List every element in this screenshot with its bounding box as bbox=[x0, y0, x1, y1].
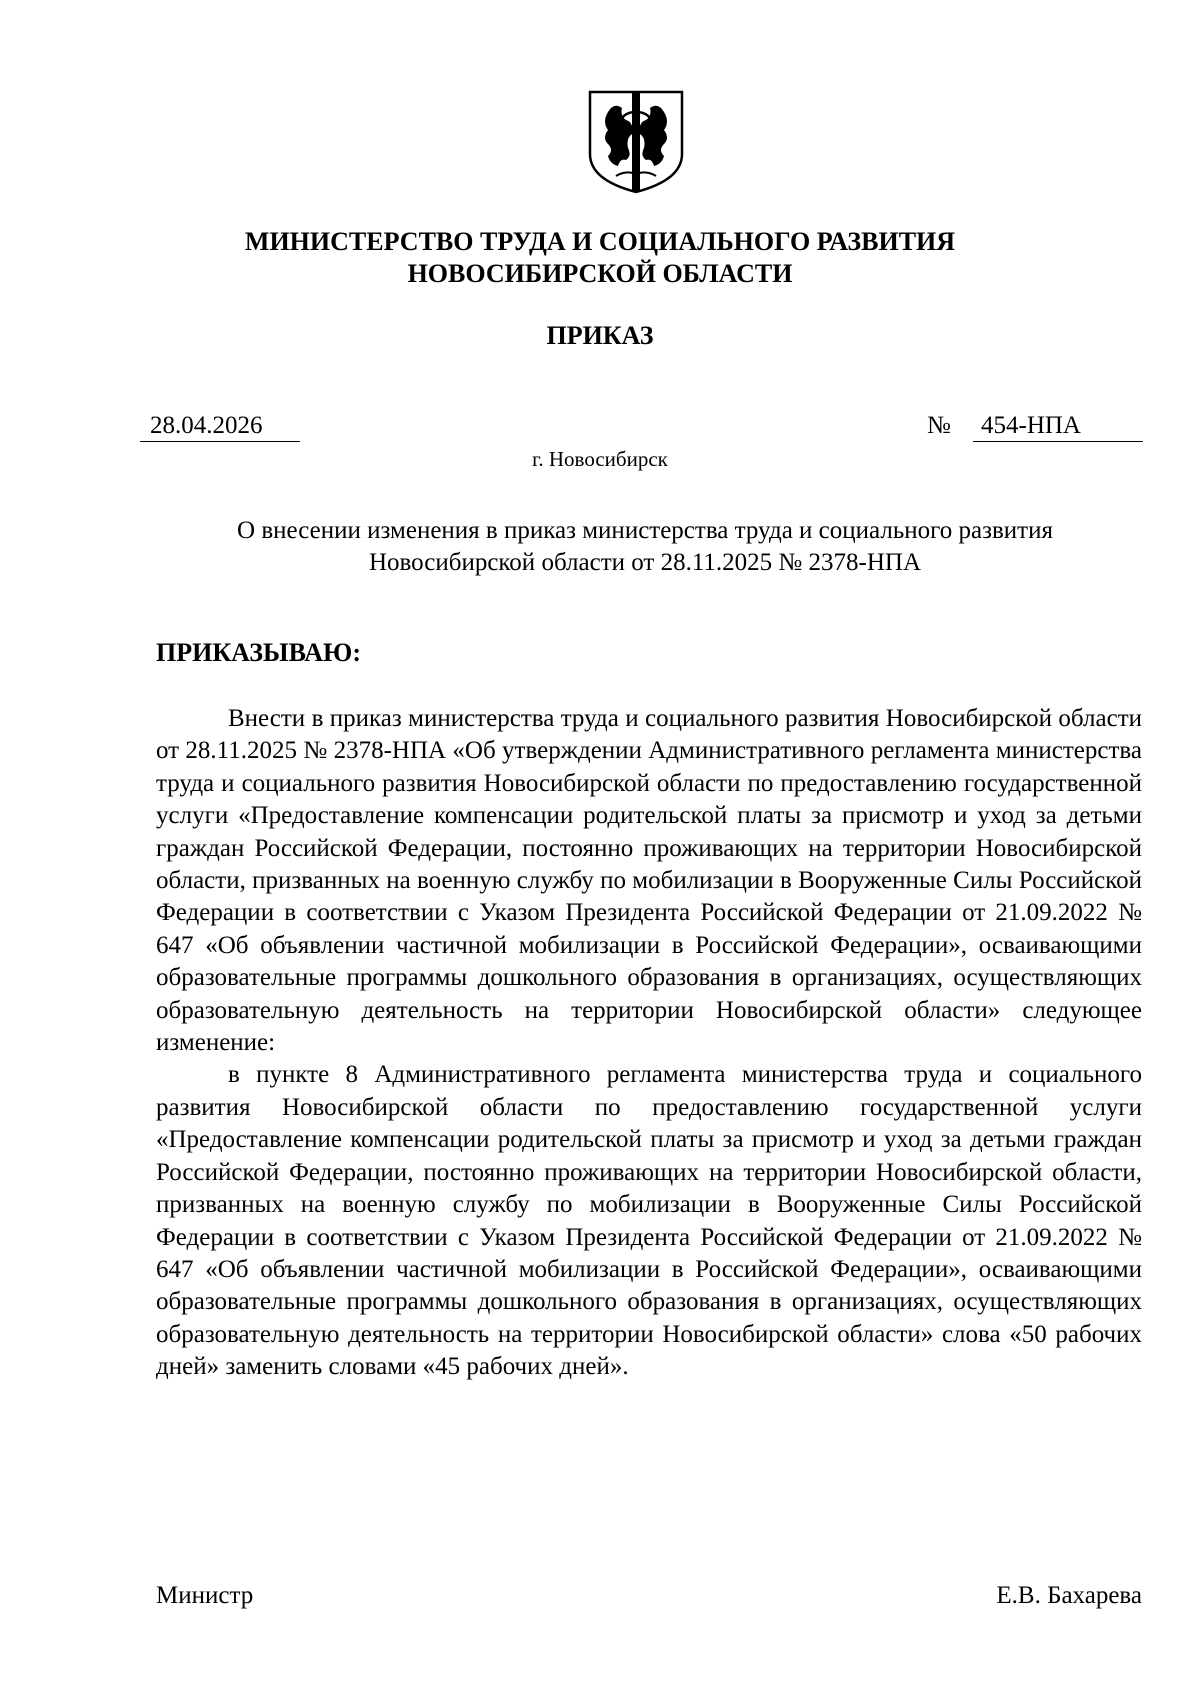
document-number: 454-НПА bbox=[973, 411, 1143, 442]
ministry-name-line1: МИНИСТЕРСТВО ТРУДА И СОЦИАЛЬНОГО РАЗВИТИЯ bbox=[244, 227, 956, 256]
document-subject bbox=[150, 515, 1140, 579]
document-body bbox=[156, 703, 1142, 1384]
coat-of-arms-icon bbox=[586, 88, 686, 196]
document-date: 28.04.2026 bbox=[140, 411, 300, 442]
number-sign: № bbox=[927, 412, 951, 439]
document-city: г. Новосибирск bbox=[532, 447, 668, 471]
signatory-name: Е.В. Бахарева bbox=[996, 1582, 1142, 1609]
ministry-name bbox=[0, 226, 1200, 290]
body-paragraph-2: в пункте 8 Административного регламента министерства труда и социального развития Новосибирской области по предоставлению государственной услуги «Предоставление компенсации родительской платы за присмотр и уход за детьми граждан Российской Федерации, постоянно проживающих на территории Новосибирской области, призванных на военную службу по мобилизации в Вооруженные Силы Российской Федерации в соответствии с Указом Президента Российской Федерации от 21.09.2022 № 647 «Об объявлении частичной мобилизации в Российской Федерации», осваивающими образовательные программы дошкольного образования в организациях, осуществляющих образовательную деятельность на территории Новосибирской области» слова «50 рабочих дней» заменить словами «45 рабочих дней». bbox=[156, 1061, 1142, 1381]
body-paragraph-1: Внести в приказ министерства труда и социального развития Новосибирской области от 28.11.2025 № 2378-НПА «Об утверждении Административного регламента министерства труда и социального развития Новосибирской области по предоставлению государственной услуги «Предоставление компенсации родительской платы за присмотр и уход за детьми граждан Российской Федерации, постоянно проживающих на территории Новосибирской области, призванных на военную службу по мобилизации в Вооруженные Силы Российской Федерации в соответствии с Указом Президента Российской Федерации от 21.09.2022 № 647 «Об объявлении частичной мобилизации в Российской Федерации», осваивающими образовательные программы дошкольного образования в организациях, осуществляющих образовательную деятельность на территории Новосибирской области» следующее изменение: bbox=[156, 705, 1142, 1057]
ministry-name-line2: НОВОСИБИРСКОЙ ОБЛАСТИ bbox=[407, 259, 793, 288]
signatory-title: Министр bbox=[156, 1582, 254, 1609]
subject-line2: Новосибирской области от 28.11.2025 № 2378-НПА bbox=[368, 549, 922, 576]
subject-line1: О внесении изменения в приказ министерства труда и социального развития bbox=[237, 517, 1053, 544]
order-word: ПРИКАЗЫВАЮ: bbox=[156, 638, 361, 667]
document-type: ПРИКАЗ bbox=[546, 321, 654, 350]
